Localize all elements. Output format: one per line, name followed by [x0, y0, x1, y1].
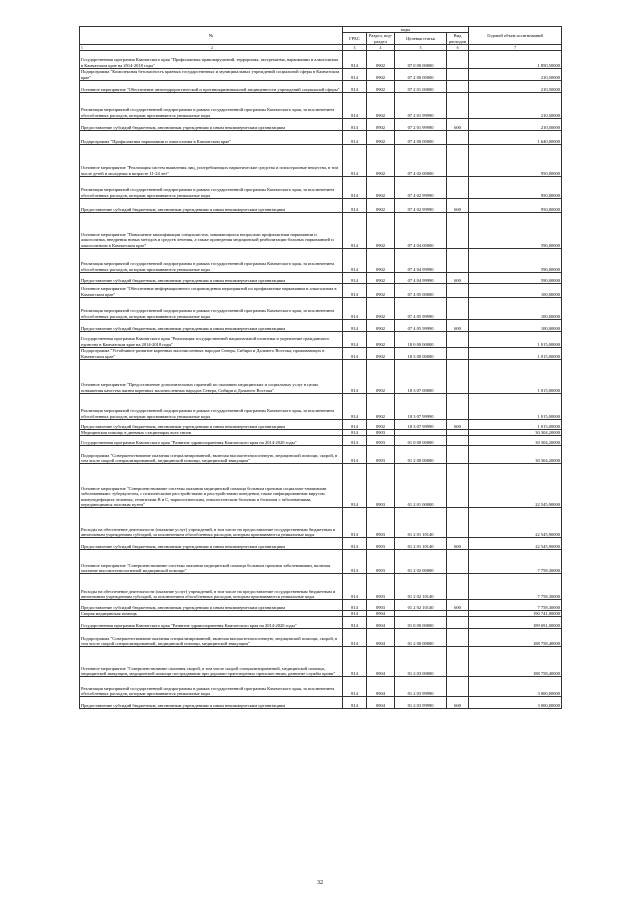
table-row	[80, 80, 562, 92]
row-target: 01 0 00 00000	[395, 436, 447, 446]
row-amount: 1 015,00000	[469, 359, 562, 393]
row-amount: 1 015,00000	[469, 419, 562, 429]
column-number-1: 1	[81, 45, 83, 50]
row-section: 0902	[367, 331, 395, 347]
row-section: 0903	[367, 574, 395, 600]
row-type: 600	[447, 272, 469, 283]
table-row	[80, 697, 562, 709]
row-type	[447, 50, 469, 68]
table-row	[80, 436, 562, 446]
row-name: Основное мероприятие "Реализация систем выявления лиц, употребляющих наркотические средства и психотропные вещества, в том числе детей и молодежи в возрасте 11-24 лет"	[80, 144, 343, 176]
row-amount: 1 015,00000	[469, 393, 562, 419]
row-name: Реализация мероприятий государственной подпрограммы в рамках государственной программы Камчатского края, за исключением обособленных расходов, которым присваиваются уникальные коды	[80, 677, 343, 697]
row-amount: 1 015,00000	[469, 347, 562, 359]
row-grbs: 814	[343, 677, 367, 697]
row-amount: 22 545,90000	[469, 538, 562, 550]
row-name: Основное мероприятие "Обеспечение информационного сопровождения мероприятий по профилактике наркомании и алкоголизма в Камчатском крае"	[80, 283, 343, 297]
row-amount: 190 741,00000	[469, 611, 562, 617]
row-grbs: 814	[343, 464, 367, 508]
row-section: 0902	[367, 50, 395, 68]
row-section: 0902	[367, 68, 395, 80]
row-name: Предоставление субсидий бюджетным, автономным учреждениям и иным некоммерческим организациям	[80, 198, 343, 212]
row-name: Основное мероприятие "Повышение квалификации специалистов, занимающихся вопросами профилактики наркомании и алкоголизма, внедрения новых методов и средств лечения, а также проведения медицинской реабилитации больных наркоманией и алкоголизмом в Камчатском крае"	[80, 212, 343, 248]
row-grbs: 814	[343, 538, 367, 550]
row-amount: 22 545,90000	[469, 508, 562, 538]
row-type	[447, 629, 469, 647]
table-row	[80, 176, 562, 198]
row-amount: 188 758,40000	[469, 629, 562, 647]
row-grbs: 814	[343, 550, 367, 574]
row-name: Предоставление субсидий бюджетным, автономным учреждениям и иным некоммерческим организациям	[80, 118, 343, 130]
row-name: Реализация мероприятий государственной подпрограммы в рамках государственной программы Камчатского края, за исключением обособленных расходов, которым присваиваются уникальные коды	[80, 92, 343, 118]
table-row	[80, 331, 562, 347]
row-amount: 7 758,30000	[469, 550, 562, 574]
row-name: Подпрограмма "Совершенствование оказания специализированной, включая высокотехнологичную, медицинской помощи, скорой, в том числе скорой специализированной, медицинской помощи, медицинской эвакуации"	[80, 446, 343, 464]
row-type	[447, 176, 469, 198]
table-row	[80, 600, 562, 611]
row-type: 600	[447, 118, 469, 130]
table-row	[80, 319, 562, 331]
row-amount: 1 015,00000	[469, 331, 562, 347]
row-type: 600	[447, 538, 469, 550]
row-section: 0904	[367, 677, 395, 697]
row-type	[447, 297, 469, 319]
row-name: Реализация мероприятий государственной подпрограммы в рамках государственной программы Камчатского края, за исключением обособленных расходов, которым присваиваются уникальные коды	[80, 297, 343, 319]
row-name: Подпрограмма "Профилактика наркомании и алкоголизма в Камчатском крае"	[80, 130, 343, 144]
row-type: 600	[447, 319, 469, 331]
table-row	[80, 629, 562, 647]
row-name: Предоставление субсидий бюджетным, автономным учреждениям и иным некоммерческим организациям	[80, 697, 343, 709]
table-row	[80, 464, 562, 508]
column-number-6: 6	[447, 44, 469, 50]
row-amount: 950,00000	[469, 198, 562, 212]
row-amount: 1 640,00000	[469, 130, 562, 144]
row-grbs: 814	[343, 118, 367, 130]
row-type	[447, 550, 469, 574]
row-section: 0903	[367, 429, 395, 435]
table-row	[80, 538, 562, 550]
row-grbs: 814	[343, 393, 367, 419]
row-section: 0902	[367, 248, 395, 272]
row-target: 01 2 03 99990	[395, 677, 447, 697]
row-amount: 7 758,30000	[469, 574, 562, 600]
header-num: №	[208, 32, 214, 38]
table-row	[80, 297, 562, 319]
row-name: Расходы на обеспечение деятельности (оказание услуг) учреждений, в том числе на предоставление государственным бюджетным и автономным учреждениям субсидий, за исключением обособленных расходов, которым присваиваются уникальные коды	[80, 574, 343, 600]
row-amount: 210,50000	[469, 92, 562, 118]
row-target: 01 2 01 10140	[395, 508, 447, 538]
row-target: 07 4 00 00000	[395, 130, 447, 144]
row-type	[447, 393, 469, 419]
row-amount: 30 304,20000	[469, 436, 562, 446]
row-name: Предоставление субсидий бюджетным, автономным учреждениям и иным некоммерческим организациям	[80, 272, 343, 283]
row-section: 0903	[367, 464, 395, 508]
row-grbs: 814	[343, 144, 367, 176]
row-type	[447, 331, 469, 347]
row-type	[447, 283, 469, 297]
row-name: Государственная программа Камчатского края "Развитие здравоохранения Камчатского края на 2014-2020 годы"	[80, 436, 343, 446]
row-target: 01 2 02 10140	[395, 574, 447, 600]
row-name: Государственная программа Камчатского края "Развитие здравоохранения Камчатского края на 2014-2020 годы"	[80, 617, 343, 629]
table-row	[80, 92, 562, 118]
row-section: 0902	[367, 130, 395, 144]
row-grbs: 814	[343, 92, 367, 118]
row-grbs: 814	[343, 419, 367, 429]
row-name: Реализация мероприятий государственной подпрограммы в рамках государственной программы Камчатского края, за исключением обособленных расходов, которым присваиваются уникальные коды	[80, 248, 343, 272]
table-row	[80, 50, 562, 68]
row-section: 0902	[367, 419, 395, 429]
row-section: 0902	[367, 347, 395, 359]
row-section: 0902	[367, 359, 395, 393]
row-name: Основное мероприятие "Совершенствование системы оказания медицинской помощи больным прочими социально-значимыми заболеваниями: туберкулезом, с психическими расстройствами и расстройствами поведения, также инфицированным вирусом иммунодефицита человека, гепатитами B и C, наркологическим, онкологическим больным и больным с заболеваниями, передающимися половым путем"	[80, 464, 343, 508]
table-row	[80, 283, 562, 297]
table-row	[80, 130, 562, 144]
table-row	[80, 617, 562, 629]
row-target: 07 0 00 00000	[395, 50, 447, 68]
header-target: Целевая статья	[395, 33, 447, 45]
header-section: Раздел, под-раздел	[367, 33, 395, 45]
budget-table-sheet	[79, 26, 561, 709]
row-section: 0902	[367, 198, 395, 212]
row-amount: 590,00000	[469, 248, 562, 272]
row-type	[447, 248, 469, 272]
row-target: 07 4 05 99990	[395, 297, 447, 319]
row-section: 0902	[367, 212, 395, 248]
row-amount: 7 758,30000	[469, 600, 562, 611]
column-number-3: 3	[343, 44, 367, 50]
table-row	[80, 446, 562, 464]
row-section: 0903	[367, 508, 395, 538]
row-grbs: 814	[343, 359, 367, 393]
row-grbs: 814	[343, 248, 367, 272]
row-type	[447, 436, 469, 446]
table-row	[80, 68, 562, 80]
row-type	[447, 574, 469, 600]
header-grbs: ГРБС	[343, 33, 367, 45]
row-amount: 189 691,00000	[469, 617, 562, 629]
row-section: 0904	[367, 629, 395, 647]
row-type	[447, 144, 469, 176]
row-grbs: 814	[343, 629, 367, 647]
row-name: Основное мероприятие "Совершенствование оказания скорой, в том числе скорой специализированной, медицинской помощи, медицинской эвакуации, медицинской помощи пострадавшим при дорожно-транспортных происшествиях, развитие службы крови"	[80, 647, 343, 677]
row-grbs: 814	[343, 176, 367, 198]
header-codes: коды	[343, 27, 469, 33]
row-section: 0904	[367, 611, 395, 617]
row-section: 0903	[367, 550, 395, 574]
table-row	[80, 419, 562, 429]
row-target: 01 2 01 10140	[395, 538, 447, 550]
row-section: 0902	[367, 176, 395, 198]
row-target: 07 2 01 99990	[395, 92, 447, 118]
row-section: 0902	[367, 80, 395, 92]
row-target: 18 3 07 99990	[395, 393, 447, 419]
row-name: Скорая медицинская помощь	[80, 611, 343, 617]
table-row	[80, 647, 562, 677]
row-grbs: 814	[343, 212, 367, 248]
row-section: 0902	[367, 92, 395, 118]
row-section: 0903	[367, 538, 395, 550]
row-name: Государственная программа Камчатского края "Профилактика правонарушений, терроризма, экстремизма, наркомании и алкоголизма в Камчатском крае на 2014-2018 годы"	[80, 50, 343, 68]
row-grbs: 814	[343, 331, 367, 347]
row-target: 07 4 04 00000	[395, 212, 447, 248]
table-row	[80, 508, 562, 538]
row-type	[447, 347, 469, 359]
row-grbs: 814	[343, 80, 367, 92]
row-target: 18 3 07 00000	[395, 359, 447, 393]
row-grbs: 814	[343, 319, 367, 331]
row-amount: 210,50000	[469, 68, 562, 80]
row-target: 07 4 02 00000	[395, 144, 447, 176]
row-amount: 3 000,00000	[469, 697, 562, 709]
row-section: 0903	[367, 436, 395, 446]
row-amount: 30 304,20000	[469, 429, 562, 435]
column-number-5: 5	[395, 44, 447, 50]
row-grbs: 814	[343, 574, 367, 600]
row-type	[447, 92, 469, 118]
row-target: 18 3 07 99990	[395, 419, 447, 429]
row-target: 01 2 02 00000	[395, 550, 447, 574]
row-amount: 188 758,40000	[469, 647, 562, 677]
row-target: 01 2 01 00000	[395, 464, 447, 508]
row-grbs: 814	[343, 50, 367, 68]
table-row	[80, 272, 562, 283]
row-type	[447, 359, 469, 393]
row-section: 0902	[367, 118, 395, 130]
row-section: 0904	[367, 697, 395, 709]
table-row	[80, 677, 562, 697]
row-grbs: 814	[343, 283, 367, 297]
row-type	[447, 647, 469, 677]
row-grbs: 814	[343, 446, 367, 464]
row-section: 0903	[367, 600, 395, 611]
header-amount: Годовой объем ассигнований	[469, 27, 562, 45]
row-type: 600	[447, 600, 469, 611]
row-amount: 30 304,20000	[469, 446, 562, 464]
row-grbs: 814	[343, 297, 367, 319]
budget-rows	[80, 50, 562, 709]
row-section: 0902	[367, 272, 395, 283]
row-target: 07 4 02 99990	[395, 198, 447, 212]
row-grbs: 814	[343, 508, 367, 538]
row-name: Основное мероприятие "Совершенствование системы оказания медицинской помощи больным прочими заболеваниями, включая оказание высокотехнологичной медицинской помощи"	[80, 550, 343, 574]
row-name: Подпрограмма "Совершенствование оказания специализированной, включая высокотехнологичную, медицинской помощи, скорой, в том числе скорой специализированной, медицинской помощи, медицинской эвакуации"	[80, 629, 343, 647]
row-target: 07 2 01 00000	[395, 80, 447, 92]
row-name: Предоставление субсидий бюджетным, автономным учреждениям и иным некоммерческим организациям	[80, 538, 343, 550]
row-section: 0902	[367, 319, 395, 331]
row-type	[447, 130, 469, 144]
row-name: Предоставление субсидий бюджетным, автономным учреждениям и иным некоммерческим организациям	[80, 319, 343, 331]
row-grbs: 814	[343, 429, 367, 435]
row-name: Подпрограмма "Устойчивое развитие коренных малочисленных народов Севера, Сибири и Дальнего Востока, проживающих в Камчатском крае"	[80, 347, 343, 359]
row-grbs: 814	[343, 647, 367, 677]
row-target: 01 2 03 99990	[395, 697, 447, 709]
row-section: 0902	[367, 393, 395, 419]
row-type	[447, 464, 469, 508]
row-grbs: 814	[343, 347, 367, 359]
row-type	[447, 446, 469, 464]
row-name: Расходы на обеспечение деятельности (оказание услуг) учреждений, в том числе на предоставление государственным бюджетным и автономным учреждениям субсидий, за исключением обособленных расходов, которым присваиваются уникальные коды	[80, 508, 343, 538]
row-section: 0902	[367, 144, 395, 176]
row-grbs: 814	[343, 617, 367, 629]
row-target: 07 4 05 99990	[395, 319, 447, 331]
page-number: 32	[317, 880, 323, 886]
row-amount: 210,50000	[469, 80, 562, 92]
row-type: 600	[447, 198, 469, 212]
column-number-2: 2	[211, 45, 213, 50]
row-amount: 210,50000	[469, 118, 562, 130]
row-amount: 1 850,50000	[469, 50, 562, 68]
table-row	[80, 359, 562, 393]
row-type	[447, 617, 469, 629]
row-name: Основное мероприятие "Обеспечение антитеррористической и противокриминальной защищенности учреждений социальной сферы"	[80, 80, 343, 92]
table-row	[80, 118, 562, 130]
row-target: 07 4 04 99990	[395, 248, 447, 272]
row-name: Предоставление субсидий бюджетным, автономным учреждениям и иным некоммерческим организациям	[80, 600, 343, 611]
header-name-column	[80, 27, 343, 45]
table-row	[80, 198, 562, 212]
row-type	[447, 508, 469, 538]
row-type	[447, 677, 469, 697]
row-name: Медицинская помощь в дневных стационарах всех типов	[80, 429, 343, 435]
column-number-4: 4	[367, 44, 395, 50]
row-grbs: 814	[343, 130, 367, 144]
row-section: 0904	[367, 647, 395, 677]
row-section: 0902	[367, 283, 395, 297]
row-target: 07 2 01 99990	[395, 118, 447, 130]
row-target: 07 4 02 99990	[395, 176, 447, 198]
row-amount: 3 000,00000	[469, 677, 562, 697]
row-grbs: 814	[343, 611, 367, 617]
row-name: Предоставление субсидий бюджетным, автономным учреждениям и иным некоммерческим организациям	[80, 419, 343, 429]
row-grbs: 814	[343, 436, 367, 446]
row-amount: 100,00000	[469, 297, 562, 319]
row-grbs: 814	[343, 198, 367, 212]
header-type: Вид расходов	[447, 33, 469, 45]
row-type	[447, 80, 469, 92]
row-grbs: 814	[343, 600, 367, 611]
row-target: 01 2 00 00000	[395, 446, 447, 464]
table-row	[80, 347, 562, 359]
row-type	[447, 212, 469, 248]
row-grbs: 814	[343, 272, 367, 283]
row-type: 600	[447, 697, 469, 709]
table-row	[80, 574, 562, 600]
row-amount: 950,00000	[469, 144, 562, 176]
row-name: Государственная программа Камчатского края "Реализация государственной национальной политики и укрепление гражданского единства в Камчатском крае на 2014-2018 годы"	[80, 331, 343, 347]
table-row	[80, 393, 562, 419]
row-target: 01 2 03 00000	[395, 647, 447, 677]
row-target: 01 0 00 00000	[395, 617, 447, 629]
row-amount: 590,00000	[469, 272, 562, 283]
row-grbs: 814	[343, 697, 367, 709]
row-section: 0903	[367, 446, 395, 464]
row-section: 0904	[367, 617, 395, 629]
row-name: Подпрограмма "Комплексная безопасность краевых государственных и муниципальных учреждений социальной сферы в Камчатском крае"	[80, 68, 343, 80]
table-row	[80, 212, 562, 248]
row-grbs: 814	[343, 68, 367, 80]
row-name: Реализация мероприятий государственной подпрограммы в рамках государственной программы Камчатского края, за исключением обособленных расходов, которым присваиваются уникальные коды	[80, 393, 343, 419]
budget-table	[79, 26, 562, 709]
row-type: 600	[447, 419, 469, 429]
row-target: 07 4 05 00000	[395, 283, 447, 297]
table-row	[80, 550, 562, 574]
row-target: 01 2 02 10140	[395, 600, 447, 611]
row-amount: 22 545,90000	[469, 464, 562, 508]
table-row	[80, 248, 562, 272]
table-row	[80, 144, 562, 176]
row-target: 18 0 00 00000	[395, 331, 447, 347]
row-target: 07 4 04 99990	[395, 272, 447, 283]
row-target: 18 3 00 00000	[395, 347, 447, 359]
row-name: Основное мероприятие "Предоставление дополнительных гарантий по оказанию медицинских и социальных услуг в целях повышения качества жизни коренных малочисленных народов Севера, Сибири и Дальнего Востока"	[80, 359, 343, 393]
row-target: 01 2 00 00000	[395, 629, 447, 647]
row-section: 0902	[367, 297, 395, 319]
row-amount: 100,00000	[469, 319, 562, 331]
row-amount: 100,00000	[469, 283, 562, 297]
row-target: 07 2 00 00000	[395, 68, 447, 80]
column-number-7: 7	[469, 44, 562, 50]
row-amount: 590,00000	[469, 212, 562, 248]
row-type	[447, 68, 469, 80]
row-amount: 950,00000	[469, 176, 562, 198]
row-name: Реализация мероприятий государственной подпрограммы в рамках государственной программы Камчатского края, за исключением обособленных расходов, которым присваиваются уникальные коды	[80, 176, 343, 198]
